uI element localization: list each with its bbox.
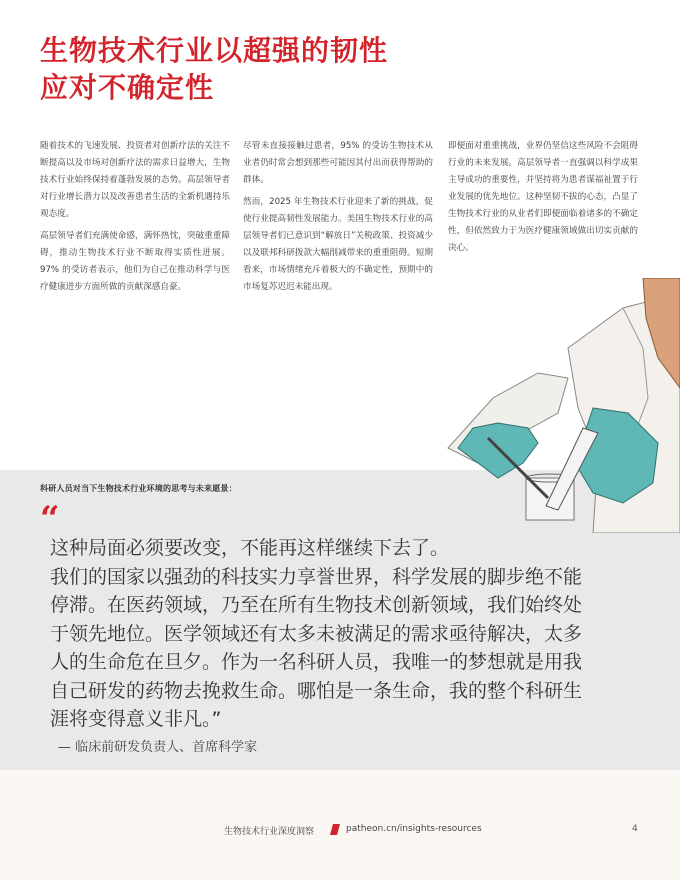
quote-body xyxy=(50,534,620,734)
footer xyxy=(0,822,680,838)
red-slash-icon xyxy=(330,824,340,835)
quote-line: 自己研发的药物去挽救生命。哪怕是一条生命，我的整个科研生 xyxy=(50,679,583,702)
quote-line: 人的生命危在旦夕。作为一名科研人员，我唯一的梦想就是用我 xyxy=(50,651,583,673)
footer-title: 生物技术行业深度洞察 xyxy=(224,827,315,837)
title-line-1: 生物技术行业以超强的韧性 xyxy=(40,34,389,67)
quote-line: 这种局面必须要改变，不能再这样继续下去了。 xyxy=(50,537,450,559)
paragraph: 然而，2025 年生物技术行业迎来了新的挑战，促使行业提高韧性发展能力。美国生物技术行业的高层领导者们已意识到“解放日”关税政策、投资减少以及联邦科研拨款大幅削减带来的重重阻碍。短期看来，市场情绪充斥着极大的不确定性，预期中的市场复苏迟迟未能出现。 xyxy=(243,197,433,292)
quote-attribution: — 临床前研发负责人、首席科学家 xyxy=(58,740,258,755)
title-line-2: 应对不确定性 xyxy=(40,71,215,104)
text-column-2 xyxy=(243,138,433,301)
paragraph: 高层领导者们充满使命感，满怀热忱，突破重重障碍，推动生物技术行业不断取得实质性进展。97% 的受访者表示，他们为自己在推动科学与医疗健康进步方面所做的贡献深感自豪。 xyxy=(40,231,230,292)
quote-line: 于领先地位。医学领域还有太多未被满足的需求亟待解决，太多 xyxy=(50,622,583,645)
text-column-1 xyxy=(40,138,230,301)
text-column-3 xyxy=(448,138,638,262)
quote-line: 停滞。在医药领域，乃至在所有生物技术创新领域，我们始终处 xyxy=(50,594,583,616)
quote-mark-icon: “ xyxy=(40,499,60,539)
footer-url-link[interactable]: patheon.cn/insights-resources xyxy=(346,824,482,834)
paragraph: 随着技术的飞速发展、投资者对创新疗法的关注不断提高以及市场对创新疗法的需求日益增大，生物技术行业始终保持着蓬勃发展的态势。高层领导者对行业增长潜力以及改善患者生活的全新机遇持乐观态度。 xyxy=(40,141,230,219)
quote-heading: 科研人员对当下生物技术行业环境的思考与未来愿景： xyxy=(40,484,237,493)
quote-line: 我们的国家以强劲的科技实力享誉世界，科学发展的脚步绝不能 xyxy=(50,565,583,588)
scientist-hands-test-tube-illustration xyxy=(418,278,680,533)
paragraph: 尽管未直接接触过患者，95% 的受访生物技术从业者仍时常会想到那些可能因其付出而获得帮助的群体。 xyxy=(243,141,433,185)
page-number: 4 xyxy=(632,824,638,834)
paragraph: 即便面对重重挑战，业界仍坚信这些风险不会阻碍行业的未来发展。高层领导者一直强调以科学成果主导成功的重要性，并坚持将为患者谋福祉置于行业发展的优先地位。这种坚韧不拔的心态，凸显了生物技术行业的从业者们即便面临着诸多的不确定性，但依然致力于为医疗健康领域做出切实贡献的决心。 xyxy=(448,141,638,253)
quote-line: 涯将变得意义非凡。” xyxy=(50,708,222,730)
page-title xyxy=(40,32,500,106)
